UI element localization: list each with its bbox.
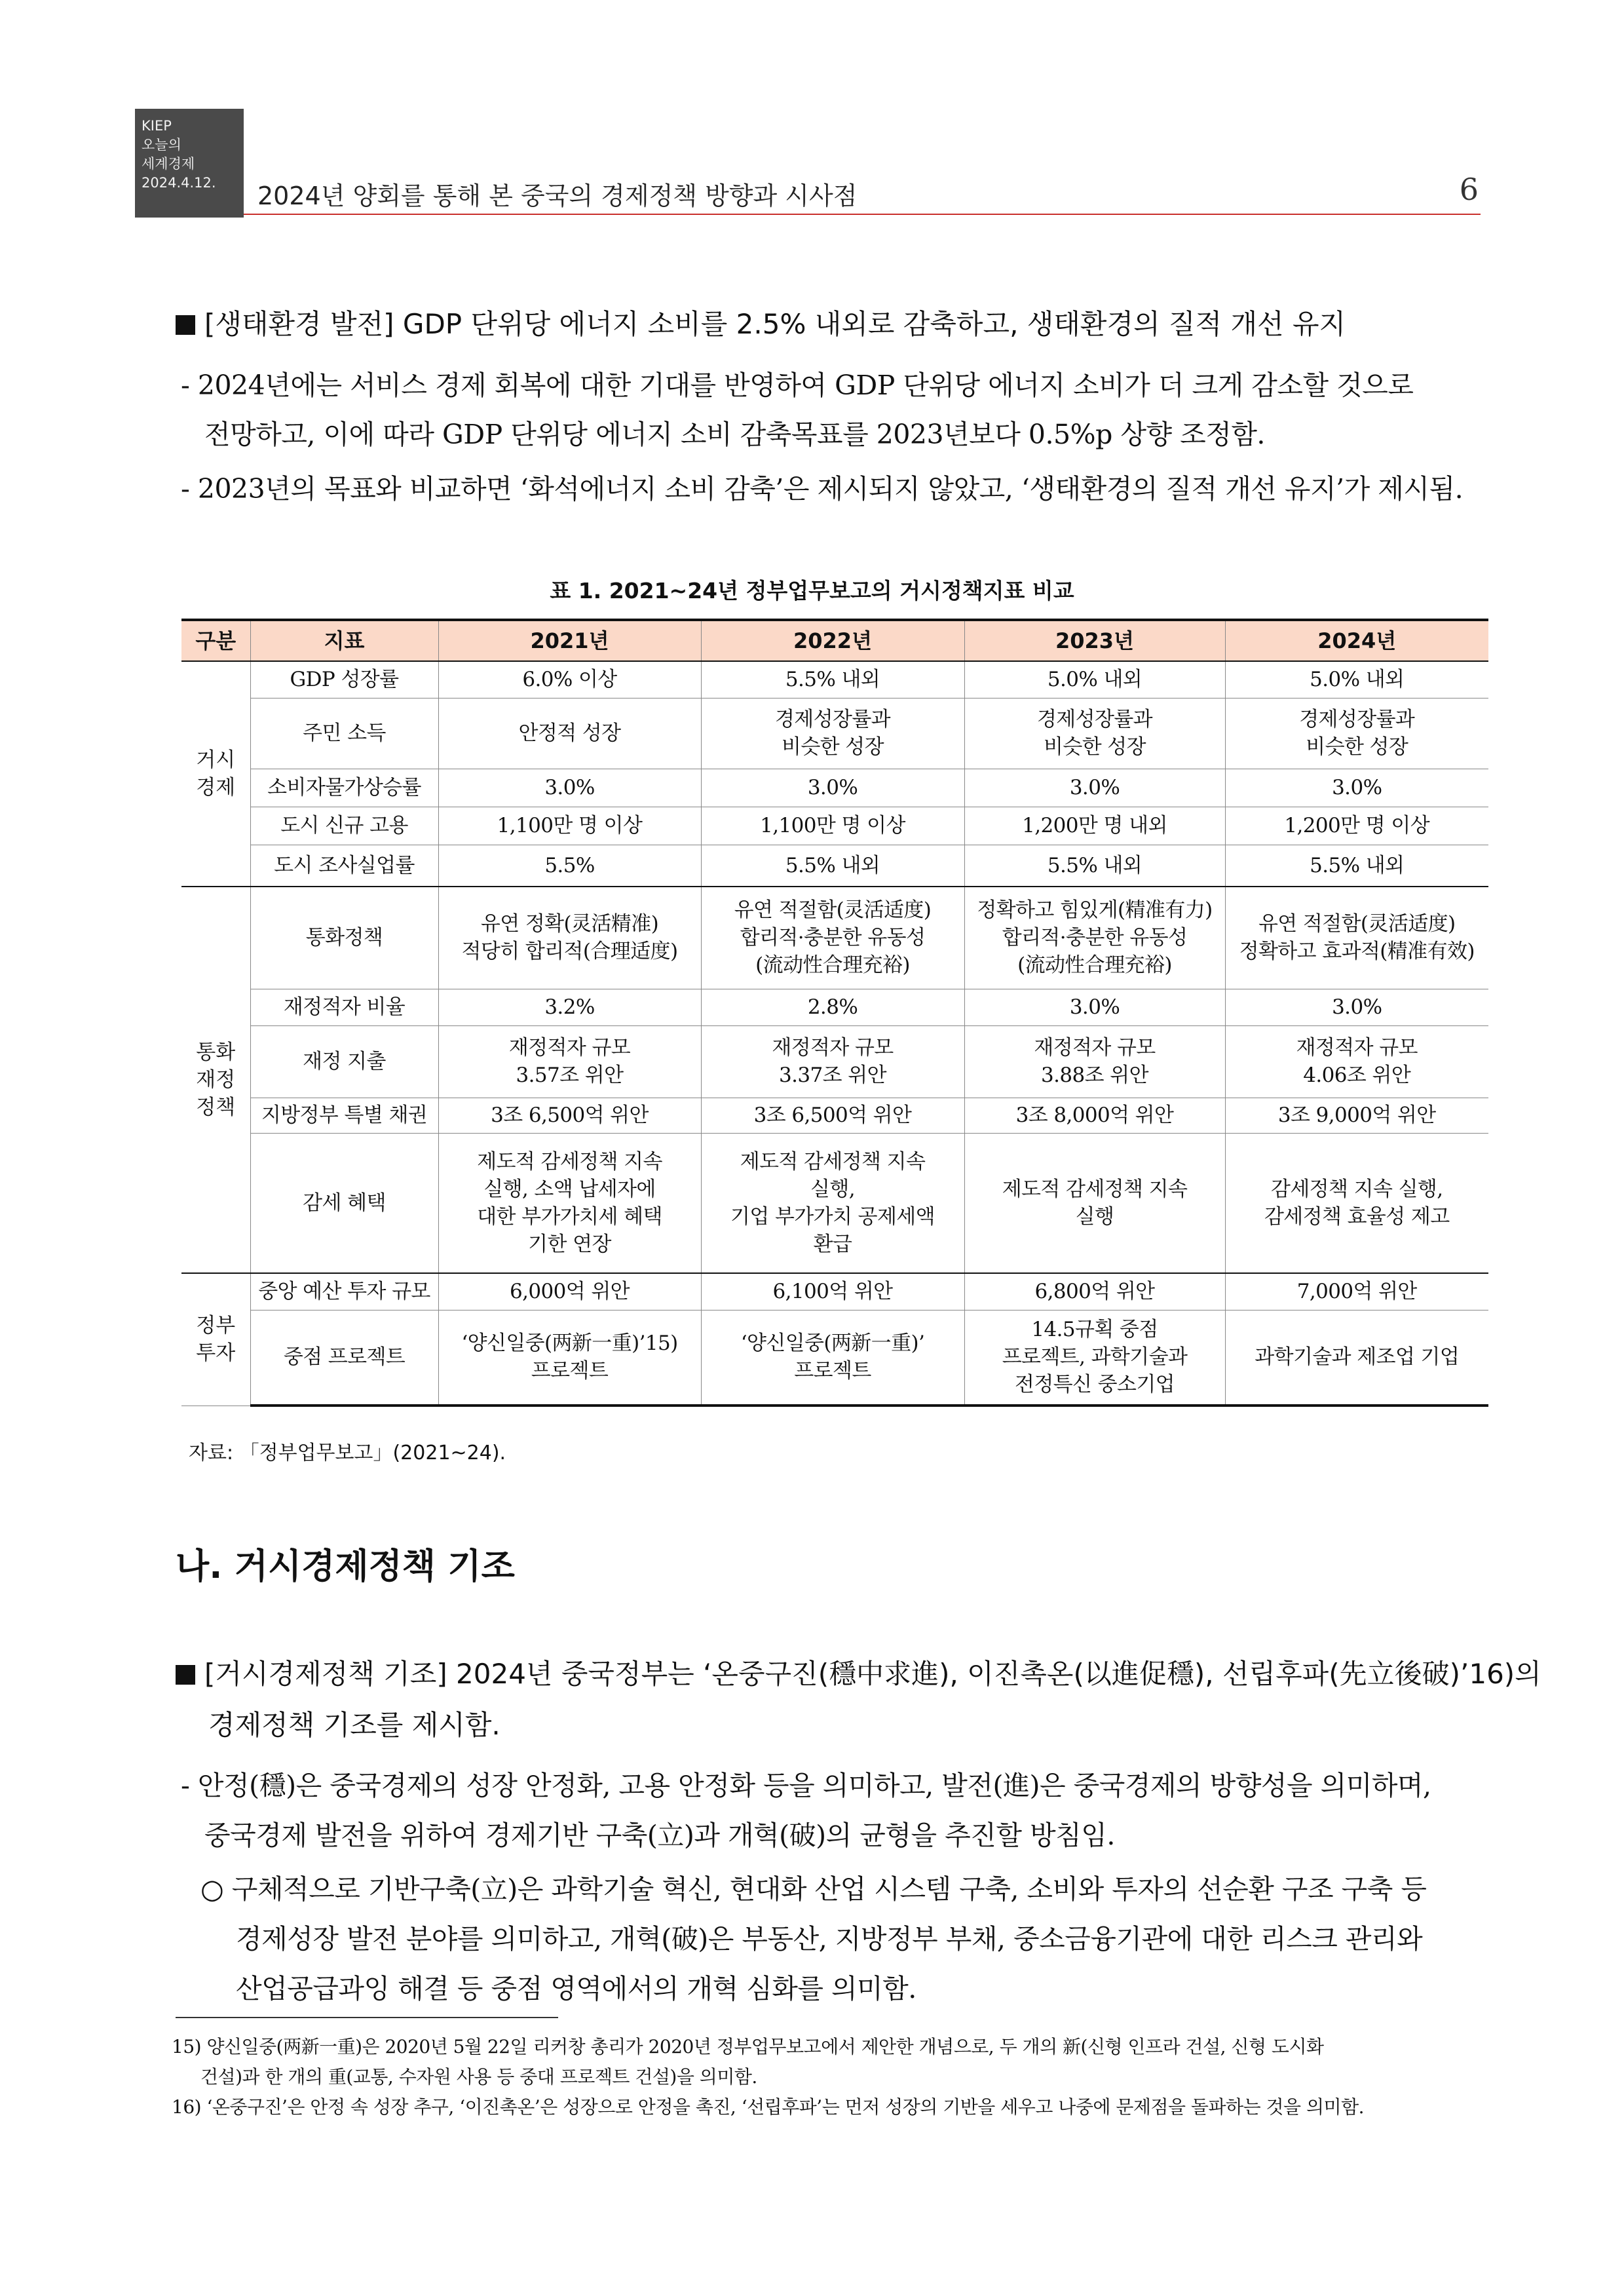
table-row — [181, 887, 1488, 989]
header-rule — [244, 214, 1481, 215]
table-cell: 재정적자 규모 4.06조 위안 — [1225, 1025, 1488, 1098]
section1-paragraph1-line1: - 2024년에는 서비스 경제 회복에 대한 기대를 반영하여 GDP 단위당 에너지 소비가 더 크게 감소할 것으로 — [181, 370, 1414, 401]
table-cell: 재정적자 규모 3.88조 위안 — [964, 1025, 1225, 1098]
table-row — [181, 1025, 1488, 1098]
table-cell: 7,000억 위안 — [1225, 1273, 1488, 1310]
table-cell: 6,800억 위안 — [964, 1273, 1225, 1310]
table-cell: 정확하고 힘있게(精准有力) 합리적·충분한 유동성 (流动性合理充裕) — [964, 887, 1225, 989]
table-cell: 2.8% — [701, 989, 964, 1025]
table-title: 표 1. 2021~24년 정부업무보고의 거시정책지표 비교 — [550, 578, 1074, 603]
table-row — [181, 989, 1488, 1025]
table-cell: 경제성장률과 비슷한 성장 — [701, 698, 964, 769]
section2-sub-line1: ○ 구체적으로 기반구축(立)은 과학기술 혁신, 현대화 산업 시스템 구축, 소비와 투자의 선순환 구조 구축 등 — [200, 1873, 1427, 1905]
table-cell: 중점 프로젝트 — [250, 1310, 438, 1406]
table-cell: 재정 지출 — [250, 1025, 438, 1098]
table-cell: 5.5% 내외 — [1225, 845, 1488, 887]
footnote-rule — [176, 2017, 558, 2018]
table-row — [181, 807, 1488, 845]
group-cell-macro: 거시 경제 — [181, 661, 250, 887]
table-cell: 유연 적절함(灵活适度) 정확하고 효과적(精准有效) — [1225, 887, 1488, 989]
table-cell: 중앙 예산 투자 규모 — [250, 1273, 438, 1310]
header-2022: 2022년 — [701, 620, 964, 661]
header-2021: 2021년 — [438, 620, 701, 661]
table-cell: 유연 정확(灵活精准) 적당히 합리적(合理适度) — [438, 887, 701, 989]
table-cell: 통화정책 — [250, 887, 438, 989]
table-cell: 6,000억 위안 — [438, 1273, 701, 1310]
running-header-title: 2024년 양회를 통해 본 중국의 경제정책 방향과 시사점 — [257, 182, 858, 210]
brand-line: 세계경제 — [142, 156, 195, 172]
table-cell: 5.5% 내외 — [964, 845, 1225, 887]
macro-policy-table — [181, 619, 1488, 1407]
table-cell: 3.0% — [438, 769, 701, 807]
section1-paragraph1-line2: 전망하고, 이에 따라 GDP 단위당 에너지 소비 감축목표를 2023년보다 0.5%p 상향 조정함. — [204, 419, 1265, 450]
table-cell: ‘양신일중(两新一重)’15) 프로젝트 — [438, 1310, 701, 1406]
table-row — [181, 661, 1488, 698]
table-cell: 재정적자 규모 3.57조 위안 — [438, 1025, 701, 1098]
section2-bullet — [176, 1653, 1541, 1692]
table-cell: 3.0% — [1225, 989, 1488, 1025]
header-category: 구분 — [181, 620, 250, 661]
table-cell: 소비자물가상승률 — [250, 769, 438, 807]
footnote-15-line2: 건설)과 한 개의 重(교통, 수자원 사용 등 중대 프로젝트 건설)을 의미함. — [200, 2066, 757, 2088]
header-2023: 2023년 — [964, 620, 1225, 661]
table-cell: 3.0% — [701, 769, 964, 807]
table-cell: ‘양신일중(两新一重)’ 프로젝트 — [701, 1310, 964, 1406]
section2-heading: 나. 거시경제정책 기조 — [176, 1546, 515, 1586]
section1-heading — [176, 303, 1346, 342]
table-cell: 5.5% — [438, 845, 701, 887]
square-bullet-icon — [176, 315, 195, 335]
section1-heading-text: [생태환경 발전] GDP 단위당 에너지 소비를 2.5% 내외로 감축하고, 생태환경의 질적 개선 유지 — [204, 308, 1346, 340]
table-cell: 3.0% — [964, 769, 1225, 807]
table-row — [181, 1098, 1488, 1133]
section2-sub-line2: 경제성장 발전 분야를 의미하고, 개혁(破)은 부동산, 지방정부 부채, 중소금융기관에 대한 리스크 관리와 — [236, 1923, 1423, 1955]
table-cell: 5.0% 내외 — [964, 661, 1225, 698]
table-cell: 14.5규획 중점 프로젝트, 과학기술과 전정특신 중소기업 — [964, 1310, 1225, 1406]
brand-line: 2024.4.12. — [142, 175, 216, 191]
table-cell: 유연 적절함(灵活适度) 합리적·충분한 유동성 (流动性合理充裕) — [701, 887, 964, 989]
table-cell: 감세 혜택 — [250, 1133, 438, 1273]
table-cell: 3조 6,500억 위안 — [438, 1098, 701, 1133]
footnote-15-line1: 15) 양신일중(两新一重)은 2020년 5월 22일 리커창 총리가 2020년 정부업무보고에서 제안한 개념으로, 두 개의 新(신형 인프라 건설, 신형 도시화 — [172, 2036, 1324, 2057]
table-row — [181, 698, 1488, 769]
table-cell: 감세정책 지속 실행, 감세정책 효율성 제고 — [1225, 1133, 1488, 1273]
footnote-16: 16) ‘온중구진’은 안정 속 성장 추구, ‘이진촉온’은 성장으로 안정을 촉진, ‘선립후파’는 먼저 성장의 기반을 세우고 나중에 문제점을 돌파하는 것을 의미함. — [172, 2096, 1365, 2118]
table-cell: 3조 9,000억 위안 — [1225, 1098, 1488, 1133]
table-row — [181, 1310, 1488, 1406]
header-indicator: 지표 — [250, 620, 438, 661]
section2-bullet-line2: 경제정책 기조를 제시함. — [208, 1709, 500, 1741]
table-row — [181, 1133, 1488, 1273]
section1-paragraph2-line1: - 2023년의 목표와 비교하면 ‘화석에너지 소비 감축’은 제시되지 않았고, ‘생태환경의 질적 개선 유지’가 제시됨. — [181, 473, 1463, 505]
brand-line: 오늘의 — [142, 137, 181, 153]
table-cell: 도시 조사실업률 — [250, 845, 438, 887]
table-cell: 주민 소득 — [250, 698, 438, 769]
table-cell: 과학기술과 제조업 기업 — [1225, 1310, 1488, 1406]
table-row — [181, 769, 1488, 807]
table-cell: 5.5% 내외 — [701, 845, 964, 887]
section2-paragraph1-line2: 중국경제 발전을 위하여 경제기반 구축(立)과 개혁(破)의 균형을 추진할 방침임. — [204, 1820, 1115, 1851]
table-source: 자료: 「정부업무보고」(2021~24). — [189, 1442, 506, 1464]
table-cell: 도시 신규 고용 — [250, 807, 438, 845]
group-cell-fiscal: 통화 재정 정책 — [181, 887, 250, 1273]
table-cell: 제도적 감세정책 지속 실행, 기업 부가가치 공제세액 환급 — [701, 1133, 964, 1273]
kiep-brand-box — [135, 109, 244, 218]
brand-line: KIEP — [142, 118, 172, 134]
table-cell: 재정적자 비율 — [250, 989, 438, 1025]
table-cell: 3조 6,500억 위안 — [701, 1098, 964, 1133]
table-cell: 3.0% — [964, 989, 1225, 1025]
table-cell: 재정적자 규모 3.37조 위안 — [701, 1025, 964, 1098]
table-cell: 경제성장률과 비슷한 성장 — [1225, 698, 1488, 769]
table-cell: GDP 성장률 — [250, 661, 438, 698]
section2-paragraph1-line1: - 안정(穩)은 중국경제의 성장 안정화, 고용 안정화 등을 의미하고, 발전(進)은 중국경제의 방향성을 의미하며, — [181, 1770, 1431, 1801]
table-row — [181, 845, 1488, 887]
square-bullet-icon — [176, 1665, 195, 1685]
table-cell: 경제성장률과 비슷한 성장 — [964, 698, 1225, 769]
table-cell: 1,200만 명 이상 — [1225, 807, 1488, 845]
table-cell: 3.0% — [1225, 769, 1488, 807]
table-cell: 6.0% 이상 — [438, 661, 701, 698]
group-cell-invest: 정부 투자 — [181, 1273, 250, 1406]
table-cell: 1,200만 명 내외 — [964, 807, 1225, 845]
section2-sub-line3: 산업공급과잉 해결 등 중점 영역에서의 개혁 심화를 의미함. — [236, 1973, 916, 2004]
table-cell: 3조 8,000억 위안 — [964, 1098, 1225, 1133]
section2-bullet-line1: [거시경제정책 기조] 2024년 중국정부는 ‘온중구진(穩中求進), 이진촉온(以進促穩), 선립후파(先立後破)’16)의 — [204, 1658, 1541, 1690]
table-cell: 안정적 성장 — [438, 698, 701, 769]
table-header-row — [181, 620, 1488, 661]
table-cell: 3.2% — [438, 989, 701, 1025]
table-cell: 제도적 감세정책 지속 실행, 소액 납세자에 대한 부가가치세 혜택 기한 연장 — [438, 1133, 701, 1273]
page-number: 6 — [1459, 172, 1479, 207]
table-cell: 1,100만 명 이상 — [438, 807, 701, 845]
table-cell: 6,100억 위안 — [701, 1273, 964, 1310]
table-cell: 지방정부 특별 채권 — [250, 1098, 438, 1133]
table-cell: 5.0% 내외 — [1225, 661, 1488, 698]
header-2024: 2024년 — [1225, 620, 1488, 661]
table-cell: 제도적 감세정책 지속 실행 — [964, 1133, 1225, 1273]
table-cell: 5.5% 내외 — [701, 661, 964, 698]
table-row — [181, 1273, 1488, 1310]
table-cell: 1,100만 명 이상 — [701, 807, 964, 845]
